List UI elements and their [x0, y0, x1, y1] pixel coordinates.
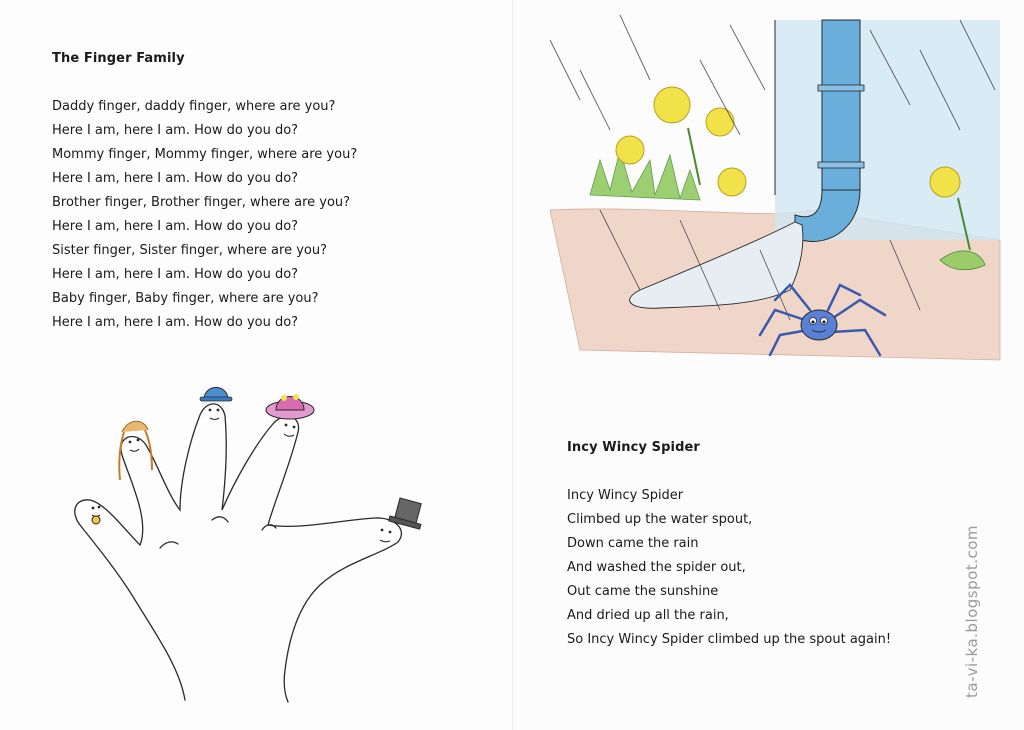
poem-line: And washed the spider out, [567, 560, 746, 575]
poem-line: Down came the rain [567, 536, 699, 551]
incy-wincy-title: Incy Wincy Spider [567, 440, 700, 455]
finger-family-title: The Finger Family [52, 51, 185, 66]
poem-line: Here I am, here I am. How do you do? [52, 267, 299, 282]
pacifier-icon [92, 516, 100, 524]
hand-illustration [40, 370, 460, 710]
poem-line: Here I am, here I am. How do you do? [52, 123, 299, 138]
poem-line: So Incy Wincy Spider climbed up the spout again! [567, 632, 892, 647]
poem-line: Mommy finger, Mommy finger, where are you? [52, 147, 358, 162]
poem-line: Climbed up the water spout, [567, 512, 753, 527]
poem-line: Here I am, here I am. How do you do? [52, 219, 299, 234]
poem-line: Incy Wincy Spider [567, 488, 684, 503]
poem-line: Baby finger, Baby finger, where are you? [52, 291, 319, 306]
cap-icon [204, 388, 228, 399]
poem-line: Here I am, here I am. How do you do? [52, 315, 299, 330]
poem-line: And dried up all the rain, [567, 608, 729, 623]
poem-line: Sister finger, Sister finger, where are you? [52, 243, 327, 258]
poem-line: Here I am, here I am. How do you do? [52, 171, 299, 186]
blog-watermark: ta-vi-ka.blogspot.com [963, 524, 981, 698]
poem-line: Daddy finger, daddy finger, where are you? [52, 99, 336, 114]
top-hat-icon [389, 497, 426, 529]
rain-spout-illustration [540, 10, 1010, 390]
poem-line: Out came the sunshine [567, 584, 719, 599]
poem-line: Brother finger, Brother finger, where are you? [52, 195, 351, 210]
incy-wincy-poem [567, 484, 891, 652]
finger-family-poem [52, 95, 357, 335]
